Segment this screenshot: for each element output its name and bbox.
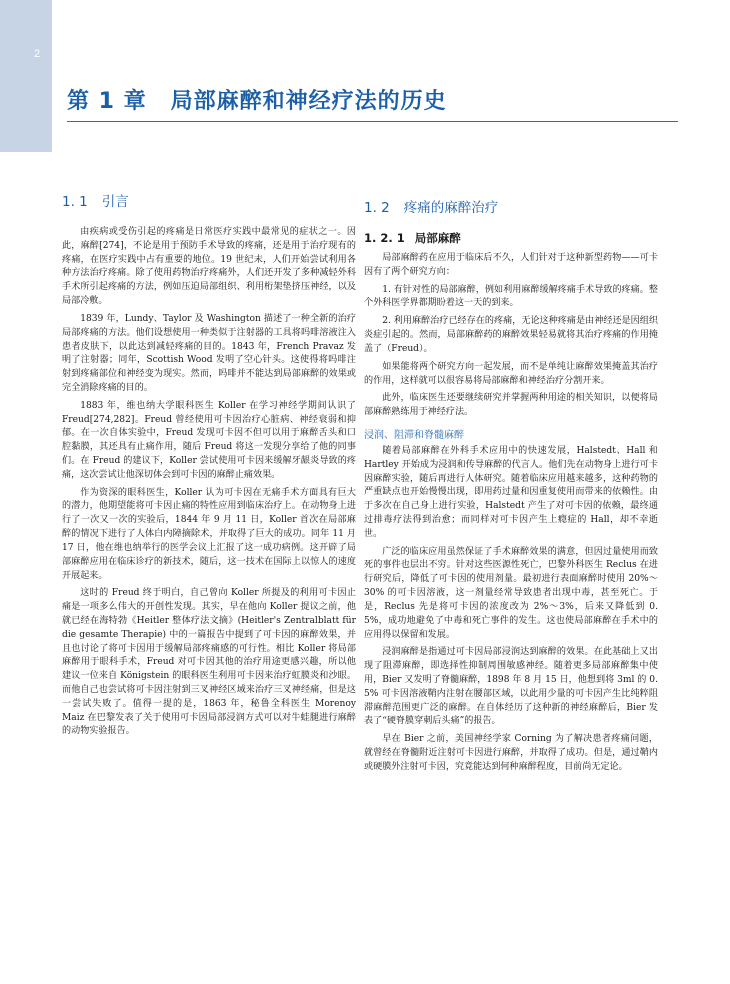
paragraph: 1883 年，维也纳大学眼科医生 Koller 在学习神经学期间认识了 Freud[274,282]。Freud 曾经使用可卡因治疗心脏病、神经衰弱和抑郁。在一次自体实验中，Freud 发现可卡因不但可以用于麻醉舌头和口腔黏膜，其还具有止痛作用，随后 Freud 将这一发现分享给了他的同事们。在 Freud 的建议下，Koller 尝试使用可卡因来缓解牙龈炎导致的疼痛，这次尝试让他深切体会到可卡因的麻醉止痛效果。 <box>62 400 356 480</box>
paragraph: 作为资深的眼科医生，Koller 认为可卡因在无痛手术方面具有巨大的潜力，他期望能将可卡因止痛的特性应用到临床治疗上。在动物身上进行了一次又一次的实验后，1844 年 9 月 11 日，Koller 首次在局部麻醉的情况下进行了人体白内障摘除术，并取得了巨大的成功。同年 11 月 17 日，他在维也纳举行的医学会议上汇报了这一成功病例。这开辟了局部麻醉应用在临床诊疗的新技术，随后，这一技术在国际上以惊人的速度开展起来。 <box>62 487 356 581</box>
paragraph: 如果能将两个研究方向一起发展，而不是单纯让麻醉效果掩盖其治疗的作用，这样就可以很容易将局部麻醉和神经治疗分割开来。 <box>364 361 658 386</box>
chapter-title-text: 局部麻醉和神经疗法的历史 <box>170 89 447 114</box>
paragraph: 随着局部麻醉在外科手术应用中的快速发展，Halstedt、Hall 和 Hartley 开始成为浸润和传导麻醉的代言人。他们先在动物身上进行可卡因麻醉实验，随后再进行人体研究。随着临床应用越来越多，这种药物的严重缺点也开始慢慢出现，即用药过量和因重复使用而带来的依赖性。由于多次在自己身上进行实验，Halstedt 产生了对可卡因的依赖，最终通过排毒疗法得到治愈；而同样对可卡因产生上瘾症的 Hall，却不幸逝世。 <box>364 445 658 539</box>
section-heading-anesthesia-treatment: 1. 2 疼痛的麻醉治疗 <box>364 200 499 216</box>
paragraph: 广泛的临床应用虽然保证了手术麻醉效果的满意，但因过量使用而致死的事件也层出不穷。针对这些医源性死亡，巴黎外科医生 Reclus 在进行研究后，降低了可卡因的使用剂量。最初进行表面麻醉时使用 20%～30% 的可卡因溶液，这一剂量经常导致患者出现中毒，甚至死亡。于是，Reclus 先是将可卡因的浓度改为 2%～3%，后来又降低到 0. 5%，成功地避免了中毒和死亡事件的发生。这也使局部麻醉在手术中的应用得以保留和发展。 <box>364 546 658 640</box>
chapter-title <box>67 84 447 115</box>
subheading-infiltration-block-spinal: 浸润、阻滞和脊髓麻醉 <box>364 429 464 441</box>
title-rule <box>67 121 678 122</box>
paragraph: 1839 年，Lundy、Taylor 及 Washington 描述了一种全新的治疗局部疼痛的方法。他们设想使用一种类似于注射器的工具将吗啡溶液注入患者皮肤下，以此达到减轻疼痛的目的。1843 年，French Pravaz 发明了注射器；同年，Scottish Wood 发明了空心针头。这使得将吗啡注射到疼痛部位和神经变为现实。然而，吗啡并不能达到局部麻醉的效果或完全消除疼痛的目的。 <box>62 313 356 393</box>
chapter-number: 第 1 章 <box>67 89 147 114</box>
subsection-heading-local-anesthesia: 1. 2. 1 局部麻醉 <box>364 231 461 245</box>
paragraph: 早在 Bier 之前，美国神经学家 Corning 为了解决患者疼痛问题，就曾经在脊髓附近注射可卡因进行麻醉，并取得了成功。但是，通过鞘内或硬膜外注射可卡因，究竟能达到何种麻醉程度，目前尚无定论。 <box>364 734 658 772</box>
section-heading-intro: 1. 1 引言 <box>62 194 129 210</box>
paragraph: 由疾病或受伤引起的疼痛是日常医疗实践中最常见的症状之一。因此，麻醉[274]，不论是用于预防手术导致的疼痛，还是用于治疗现有的疼痛，在医疗实践中占有重要的地位。19 世纪末，人们开始尝试利用各种方法治疗疼痛。除了使用药物治疗疼痛外，人们还开发了多种减轻外科手术所引起疼痛的方法，例如压迫局部组织、利用桁架垫挤压神经，以及局部冷敷。 <box>62 227 356 307</box>
paragraph: 局部麻醉药在应用于临床后不久，人们针对于这种新型药物——可卡因有了两个研究方向： <box>364 253 658 277</box>
paragraph: 此外，临床医生还要继续研究并掌握两种用途的相关知识，以便将局部麻醉熟练用于神经疗法。 <box>364 393 658 418</box>
paragraph: 1. 有针对性的局部麻醉，例如利用麻醉缓解疼痛手术导致的疼痛。整个外科医学界都期盼着这一天的到来。 <box>364 284 658 309</box>
paragraph: 浸润麻醉是指通过可卡因局部浸润达到麻醉的效果。在此基础上又出现了阻滞麻醉，即选择性抑制周围敏感神经。随着更多局部麻醉集中使用，Bier 又发明了脊髓麻醉，1898 年 8 月 15 日，他想到将 3ml 的 0. 5% 可卡因溶液鞘内注射在腰部区域，以此用少量的可卡因产生比纯粹阻滞麻醉范围更广泛的麻醉。在自体经历了这种新的神经麻醉后，Bier 发表了“硬脊膜穿刺后头痛”的报告。 <box>364 647 658 727</box>
page-number: 2 <box>34 48 41 60</box>
left-column <box>62 190 356 743</box>
paragraph: 这时的 Freud 终于明白，自己曾向 Koller 所提及的利用可卡因止痛是一项多么伟大的开创性发现。其实，早在他向 Koller 提议之前，他就已经在海特勃《Heitler 整体疗法文摘》(Heitler's Zentralblatt für die gesamte Therapie) 中的一篇报告中提到了可卡因的麻醉效果，并且也讨论了将可卡因用于缓解局部疼痛感的可行性。相比 Koller 将局部麻醉用于眼科手术，Freud 对可卡因其他的治疗用途更感兴趣，所以他建议一位来自 Königstein 的眼科医生利用可卡因来治疗虹膜炎和沙眼。而他自己也尝试将可卡因注射到三叉神经区域来治疗三叉神经痛，但是这一尝试失败了。值得一提的是，1863 年，秘鲁全科医生 Morenoy Maiz 在巴黎发表了关于使用可卡因局部浸润方式可以对牛蛙腿进行麻醉的动物实验报告。 <box>62 588 356 737</box>
right-column <box>364 190 658 779</box>
paragraph: 2. 利用麻醉治疗已经存在的疼痛，无论这种疼痛是由神经还是因组织炎症引起的。然而，局部麻醉药的麻醉效果轻易就将其治疗疼痛的作用掩盖了（Freud）。 <box>364 316 658 354</box>
page-side-tab <box>0 0 52 152</box>
